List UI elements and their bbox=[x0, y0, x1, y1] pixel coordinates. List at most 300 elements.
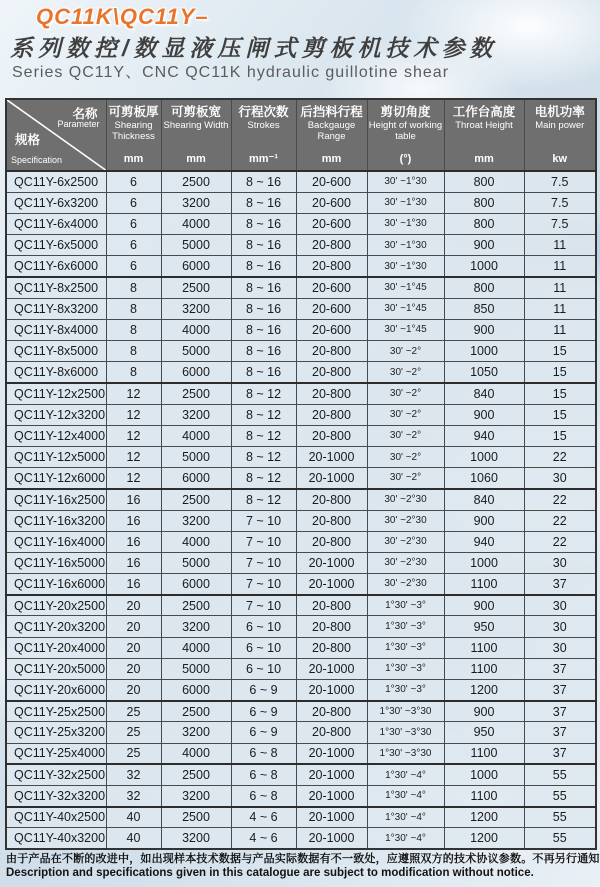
value-cell: 6 ~ 8 bbox=[231, 785, 296, 806]
value-cell: 3200 bbox=[161, 404, 231, 425]
value-cell: 3200 bbox=[161, 828, 231, 849]
value-cell: 7 ~ 10 bbox=[231, 510, 296, 531]
value-cell: 8 bbox=[106, 319, 161, 340]
value-cell: 30' ~2° bbox=[367, 425, 444, 446]
col-unit: mm bbox=[474, 153, 494, 165]
value-cell: 1°30' ~4° bbox=[367, 828, 444, 849]
model-cell: QC11Y-20x6000 bbox=[6, 680, 106, 701]
value-cell: 20-600 bbox=[296, 171, 367, 192]
value-cell: 1°30' ~3° bbox=[367, 658, 444, 679]
table-row bbox=[6, 531, 596, 552]
value-cell: 1°30' ~3°30 bbox=[367, 722, 444, 743]
value-cell: 20 bbox=[106, 637, 161, 658]
table-header bbox=[6, 99, 596, 171]
value-cell: 5000 bbox=[161, 341, 231, 362]
model-cell: QC11Y-16x6000 bbox=[6, 574, 106, 595]
value-cell: 5000 bbox=[161, 235, 231, 256]
value-cell: 7 ~ 10 bbox=[231, 552, 296, 573]
value-cell: 55 bbox=[524, 785, 596, 806]
value-cell: 11 bbox=[524, 277, 596, 298]
model-cell: QC11Y-8x6000 bbox=[6, 362, 106, 383]
value-cell: 30' ~1°45 bbox=[367, 298, 444, 319]
value-cell: 5000 bbox=[161, 658, 231, 679]
value-cell: 8 bbox=[106, 298, 161, 319]
value-cell: 30' ~2° bbox=[367, 362, 444, 383]
value-cell: 30' ~2° bbox=[367, 404, 444, 425]
table-row bbox=[6, 489, 596, 510]
col-label-cn: 行程次数 bbox=[238, 105, 289, 119]
col-label-en: Height of working table bbox=[368, 120, 443, 142]
value-cell: 30' ~2°30 bbox=[367, 531, 444, 552]
col-label-en: Shearing Thickness bbox=[112, 120, 155, 142]
value-cell: 8 ~ 16 bbox=[231, 298, 296, 319]
value-cell: 20-800 bbox=[296, 425, 367, 446]
value-cell: 20-1000 bbox=[296, 468, 367, 489]
value-cell: 15 bbox=[524, 362, 596, 383]
value-cell: 8 bbox=[106, 341, 161, 362]
value-cell: 30' ~1°45 bbox=[367, 277, 444, 298]
value-cell: 8 ~ 12 bbox=[231, 383, 296, 404]
value-cell: 20-1000 bbox=[296, 680, 367, 701]
model-cell: QC11Y-25x3200 bbox=[6, 722, 106, 743]
value-cell: 12 bbox=[106, 383, 161, 404]
col-unit: mm bbox=[321, 153, 342, 165]
value-cell: 37 bbox=[524, 743, 596, 764]
value-cell: 22 bbox=[524, 489, 596, 510]
model-cell: QC11Y-12x3200 bbox=[6, 404, 106, 425]
value-cell: 6 bbox=[106, 171, 161, 192]
table-row bbox=[6, 192, 596, 213]
table-row bbox=[6, 404, 596, 425]
value-cell: 8 ~ 12 bbox=[231, 468, 296, 489]
col-label-cn: 剪切角度 bbox=[380, 105, 431, 119]
value-cell: 12 bbox=[106, 404, 161, 425]
value-cell: 20-1000 bbox=[296, 574, 367, 595]
table-row bbox=[6, 680, 596, 701]
value-cell: 7 ~ 10 bbox=[231, 574, 296, 595]
value-cell: 30' ~1°30 bbox=[367, 171, 444, 192]
model-cell: QC11Y-12x2500 bbox=[6, 383, 106, 404]
table-row bbox=[6, 785, 596, 806]
model-cell: QC11Y-25x2500 bbox=[6, 701, 106, 722]
value-cell: 3200 bbox=[161, 510, 231, 531]
value-cell: 6 ~ 9 bbox=[231, 680, 296, 701]
value-cell: 1100 bbox=[444, 574, 524, 595]
spec-table bbox=[5, 98, 597, 850]
model-cell: QC11Y-40x2500 bbox=[6, 807, 106, 828]
value-cell: 8 ~ 16 bbox=[231, 341, 296, 362]
model-cell: QC11Y-32x2500 bbox=[6, 764, 106, 785]
table-row bbox=[6, 658, 596, 679]
value-cell: 900 bbox=[444, 510, 524, 531]
value-cell: 20-600 bbox=[296, 192, 367, 213]
col-header-backgauge-range bbox=[296, 99, 367, 171]
value-cell: 16 bbox=[106, 552, 161, 573]
value-cell: 20-800 bbox=[296, 383, 367, 404]
col-label-cn: 工作台高度 bbox=[452, 105, 516, 119]
table-row bbox=[6, 362, 596, 383]
value-cell: 37 bbox=[524, 722, 596, 743]
value-cell: 40 bbox=[106, 828, 161, 849]
value-cell: 1000 bbox=[444, 764, 524, 785]
value-cell: 30' ~2° bbox=[367, 341, 444, 362]
value-cell: 20-800 bbox=[296, 235, 367, 256]
value-cell: 20-800 bbox=[296, 595, 367, 616]
model-cell: QC11Y-6x6000 bbox=[6, 256, 106, 277]
col-label-en: Main power bbox=[535, 120, 585, 131]
value-cell: 800 bbox=[444, 192, 524, 213]
col-header-shearing-angle bbox=[367, 99, 444, 171]
value-cell: 8 ~ 16 bbox=[231, 362, 296, 383]
table-row bbox=[6, 743, 596, 764]
model-cell: QC11Y-6x5000 bbox=[6, 235, 106, 256]
corner-name-cn: 名称 bbox=[72, 107, 98, 121]
value-cell: 20-800 bbox=[296, 531, 367, 552]
table-row bbox=[6, 701, 596, 722]
model-cell: QC11Y-12x5000 bbox=[6, 446, 106, 467]
value-cell: 30' ~2°30 bbox=[367, 552, 444, 573]
col-header-strokes bbox=[231, 99, 296, 171]
value-cell: 6 ~ 9 bbox=[231, 722, 296, 743]
value-cell: 11 bbox=[524, 319, 596, 340]
value-cell: 20-1000 bbox=[296, 743, 367, 764]
value-cell: 1°30' ~4° bbox=[367, 807, 444, 828]
value-cell: 950 bbox=[444, 616, 524, 637]
value-cell: 30' ~2° bbox=[367, 446, 444, 467]
value-cell: 30' ~1°30 bbox=[367, 256, 444, 277]
value-cell: 8 ~ 16 bbox=[231, 319, 296, 340]
footer-note-cn: 由于产品在不断的改进中，如出现样本技术数据与产品实际数据有不一致处，应遵照双方的技术协议参数。不再另行通知 bbox=[6, 853, 600, 865]
value-cell: 800 bbox=[444, 171, 524, 192]
value-cell: 12 bbox=[106, 468, 161, 489]
value-cell: 30' ~2°30 bbox=[367, 489, 444, 510]
table-row bbox=[6, 171, 596, 192]
value-cell: 22 bbox=[524, 531, 596, 552]
value-cell: 8 ~ 16 bbox=[231, 192, 296, 213]
model-cell: QC11Y-12x6000 bbox=[6, 468, 106, 489]
model-cell: QC11Y-16x2500 bbox=[6, 489, 106, 510]
value-cell: 55 bbox=[524, 764, 596, 785]
col-unit: mm⁻¹ bbox=[248, 153, 279, 165]
table-row bbox=[6, 319, 596, 340]
value-cell: 8 ~ 16 bbox=[231, 213, 296, 234]
value-cell: 30 bbox=[524, 595, 596, 616]
table-body bbox=[6, 171, 596, 849]
col-header-throat-height bbox=[444, 99, 524, 171]
value-cell: 15 bbox=[524, 341, 596, 362]
value-cell: 1°30' ~3° bbox=[367, 637, 444, 658]
col-header-shearing-width bbox=[161, 99, 231, 171]
value-cell: 15 bbox=[524, 383, 596, 404]
model-cell: QC11Y-6x2500 bbox=[6, 171, 106, 192]
table-row bbox=[6, 256, 596, 277]
value-cell: 20-800 bbox=[296, 722, 367, 743]
table-row bbox=[6, 468, 596, 489]
model-cell: QC11Y-20x4000 bbox=[6, 637, 106, 658]
value-cell: 4 ~ 6 bbox=[231, 828, 296, 849]
value-cell: 5000 bbox=[161, 552, 231, 573]
model-cell: QC11Y-32x3200 bbox=[6, 785, 106, 806]
value-cell: 20-800 bbox=[296, 510, 367, 531]
value-cell: 15 bbox=[524, 404, 596, 425]
value-cell: 1000 bbox=[444, 341, 524, 362]
table-row bbox=[6, 764, 596, 785]
corner-header-cell bbox=[6, 99, 106, 171]
value-cell: 20-800 bbox=[296, 637, 367, 658]
value-cell: 4000 bbox=[161, 531, 231, 552]
col-label-cn: 后挡料行程 bbox=[300, 105, 363, 119]
value-cell: 3200 bbox=[161, 785, 231, 806]
col-label-en: Shearing Width bbox=[163, 120, 229, 131]
model-cell: QC11Y-8x2500 bbox=[6, 277, 106, 298]
value-cell: 900 bbox=[444, 319, 524, 340]
value-cell: 8 bbox=[106, 277, 161, 298]
value-cell: 20-600 bbox=[296, 319, 367, 340]
model-cell: QC11Y-16x5000 bbox=[6, 552, 106, 573]
value-cell: 20-800 bbox=[296, 256, 367, 277]
value-cell: 11 bbox=[524, 256, 596, 277]
value-cell: 4000 bbox=[161, 213, 231, 234]
value-cell: 20-600 bbox=[296, 277, 367, 298]
table-row bbox=[6, 595, 596, 616]
table-row bbox=[6, 425, 596, 446]
value-cell: 2500 bbox=[161, 764, 231, 785]
value-cell: 1100 bbox=[444, 743, 524, 764]
value-cell: 900 bbox=[444, 235, 524, 256]
col-label-cn: 电机功率 bbox=[534, 105, 585, 119]
value-cell: 850 bbox=[444, 298, 524, 319]
col-unit: (°) bbox=[399, 153, 412, 165]
table-row bbox=[6, 574, 596, 595]
value-cell: 1000 bbox=[444, 446, 524, 467]
value-cell: 32 bbox=[106, 764, 161, 785]
value-cell: 950 bbox=[444, 722, 524, 743]
value-cell: 6000 bbox=[161, 680, 231, 701]
value-cell: 20 bbox=[106, 616, 161, 637]
value-cell: 22 bbox=[524, 510, 596, 531]
table-row bbox=[6, 637, 596, 658]
value-cell: 840 bbox=[444, 383, 524, 404]
table-row bbox=[6, 235, 596, 256]
value-cell: 32 bbox=[106, 785, 161, 806]
value-cell: 37 bbox=[524, 680, 596, 701]
value-cell: 1060 bbox=[444, 468, 524, 489]
model-cell: QC11Y-12x4000 bbox=[6, 425, 106, 446]
corner-name-en: Parameter bbox=[57, 119, 100, 129]
table-row bbox=[6, 383, 596, 404]
value-cell: 5000 bbox=[161, 446, 231, 467]
value-cell: 20-1000 bbox=[296, 807, 367, 828]
value-cell: 16 bbox=[106, 510, 161, 531]
value-cell: 12 bbox=[106, 446, 161, 467]
value-cell: 2500 bbox=[161, 701, 231, 722]
corner-spec-cn: 规格 bbox=[15, 133, 41, 147]
value-cell: 20-800 bbox=[296, 489, 367, 510]
col-header-shearing-thickness bbox=[106, 99, 161, 171]
value-cell: 30 bbox=[524, 616, 596, 637]
model-cell: QC11Y-16x3200 bbox=[6, 510, 106, 531]
col-label-cn: 可剪板厚 bbox=[108, 105, 159, 119]
value-cell: 30' ~2° bbox=[367, 468, 444, 489]
value-cell: 6 bbox=[106, 192, 161, 213]
table-row bbox=[6, 722, 596, 743]
value-cell: 8 bbox=[106, 362, 161, 383]
value-cell: 2500 bbox=[161, 489, 231, 510]
value-cell: 1100 bbox=[444, 637, 524, 658]
value-cell: 6000 bbox=[161, 574, 231, 595]
col-header-main-power bbox=[524, 99, 596, 171]
value-cell: 25 bbox=[106, 722, 161, 743]
table-row bbox=[6, 828, 596, 849]
col-label-en: Throat Height bbox=[455, 120, 513, 131]
table-row bbox=[6, 213, 596, 234]
value-cell: 6 ~ 8 bbox=[231, 764, 296, 785]
value-cell: 6000 bbox=[161, 468, 231, 489]
value-cell: 2500 bbox=[161, 171, 231, 192]
model-cell: QC11Y-16x4000 bbox=[6, 531, 106, 552]
value-cell: 2500 bbox=[161, 277, 231, 298]
value-cell: 4000 bbox=[161, 319, 231, 340]
value-cell: 6 bbox=[106, 256, 161, 277]
value-cell: 6 ~ 9 bbox=[231, 701, 296, 722]
value-cell: 22 bbox=[524, 446, 596, 467]
model-cell: QC11Y-8x5000 bbox=[6, 341, 106, 362]
value-cell: 11 bbox=[524, 235, 596, 256]
value-cell: 16 bbox=[106, 574, 161, 595]
col-label-en: Backgauge Range bbox=[307, 120, 356, 142]
value-cell: 8 ~ 12 bbox=[231, 489, 296, 510]
value-cell: 16 bbox=[106, 489, 161, 510]
table-row bbox=[6, 298, 596, 319]
value-cell: 30 bbox=[524, 468, 596, 489]
value-cell: 20-800 bbox=[296, 362, 367, 383]
value-cell: 11 bbox=[524, 298, 596, 319]
value-cell: 30 bbox=[524, 637, 596, 658]
value-cell: 20-800 bbox=[296, 341, 367, 362]
value-cell: 7 ~ 10 bbox=[231, 531, 296, 552]
value-cell: 1°30' ~3° bbox=[367, 616, 444, 637]
value-cell: 6 ~ 8 bbox=[231, 743, 296, 764]
table-row bbox=[6, 552, 596, 573]
col-label-cn: 可剪板宽 bbox=[170, 105, 221, 119]
value-cell: 840 bbox=[444, 489, 524, 510]
value-cell: 25 bbox=[106, 701, 161, 722]
footer-note-en: Description and specifications given in this catalogue are subject to modification without notice. bbox=[6, 867, 534, 879]
table-row bbox=[6, 807, 596, 828]
value-cell: 1200 bbox=[444, 828, 524, 849]
value-cell: 20 bbox=[106, 595, 161, 616]
value-cell: 6 ~ 10 bbox=[231, 637, 296, 658]
value-cell: 8 ~ 16 bbox=[231, 235, 296, 256]
value-cell: 20-1000 bbox=[296, 552, 367, 573]
value-cell: 37 bbox=[524, 658, 596, 679]
value-cell: 8 ~ 12 bbox=[231, 425, 296, 446]
value-cell: 7 ~ 10 bbox=[231, 595, 296, 616]
value-cell: 20 bbox=[106, 658, 161, 679]
value-cell: 1200 bbox=[444, 807, 524, 828]
value-cell: 2500 bbox=[161, 383, 231, 404]
value-cell: 3200 bbox=[161, 298, 231, 319]
value-cell: 30' ~2° bbox=[367, 383, 444, 404]
value-cell: 1000 bbox=[444, 256, 524, 277]
value-cell: 6 ~ 10 bbox=[231, 658, 296, 679]
value-cell: 800 bbox=[444, 277, 524, 298]
value-cell: 6000 bbox=[161, 256, 231, 277]
table-row bbox=[6, 277, 596, 298]
model-cell: QC11Y-8x3200 bbox=[6, 298, 106, 319]
value-cell: 7.5 bbox=[524, 213, 596, 234]
model-cell: QC11Y-6x3200 bbox=[6, 192, 106, 213]
model-cell: QC11Y-20x2500 bbox=[6, 595, 106, 616]
value-cell: 3200 bbox=[161, 192, 231, 213]
value-cell: 20-800 bbox=[296, 616, 367, 637]
brand-logo: QC11K\QC11Y– bbox=[36, 4, 209, 29]
corner-spec-en: Specification bbox=[11, 155, 63, 165]
table-row bbox=[6, 446, 596, 467]
page-title-cn: 系列数控/数显液压闸式剪板机技术参数 bbox=[10, 35, 498, 61]
value-cell: 30' ~2°30 bbox=[367, 574, 444, 595]
value-cell: 25 bbox=[106, 743, 161, 764]
value-cell: 6 bbox=[106, 213, 161, 234]
value-cell: 20-1000 bbox=[296, 446, 367, 467]
model-cell: QC11Y-20x3200 bbox=[6, 616, 106, 637]
model-cell: QC11Y-20x5000 bbox=[6, 658, 106, 679]
value-cell: 1100 bbox=[444, 785, 524, 806]
table-row bbox=[6, 616, 596, 637]
value-cell: 6 ~ 10 bbox=[231, 616, 296, 637]
value-cell: 1°30' ~3° bbox=[367, 595, 444, 616]
value-cell: 6000 bbox=[161, 362, 231, 383]
col-unit: mm bbox=[123, 153, 144, 165]
model-cell: QC11Y-6x4000 bbox=[6, 213, 106, 234]
value-cell: 20 bbox=[106, 680, 161, 701]
value-cell: 20-600 bbox=[296, 298, 367, 319]
footer-note bbox=[6, 852, 600, 880]
value-cell: 2500 bbox=[161, 595, 231, 616]
value-cell: 55 bbox=[524, 828, 596, 849]
col-unit: mm bbox=[186, 153, 206, 165]
value-cell: 20-1000 bbox=[296, 658, 367, 679]
value-cell: 8 ~ 12 bbox=[231, 446, 296, 467]
value-cell: 30' ~1°30 bbox=[367, 192, 444, 213]
value-cell: 900 bbox=[444, 404, 524, 425]
value-cell: 20-1000 bbox=[296, 785, 367, 806]
value-cell: 8 ~ 16 bbox=[231, 171, 296, 192]
value-cell: 30' ~1°30 bbox=[367, 213, 444, 234]
value-cell: 4000 bbox=[161, 743, 231, 764]
value-cell: 1000 bbox=[444, 552, 524, 573]
value-cell: 20-1000 bbox=[296, 764, 367, 785]
value-cell: 1100 bbox=[444, 658, 524, 679]
value-cell: 15 bbox=[524, 425, 596, 446]
value-cell: 1°30' ~4° bbox=[367, 785, 444, 806]
value-cell: 3200 bbox=[161, 722, 231, 743]
value-cell: 37 bbox=[524, 701, 596, 722]
value-cell: 30' ~1°30 bbox=[367, 235, 444, 256]
value-cell: 55 bbox=[524, 807, 596, 828]
value-cell: 940 bbox=[444, 531, 524, 552]
value-cell: 30' ~2°30 bbox=[367, 510, 444, 531]
value-cell: 1200 bbox=[444, 680, 524, 701]
model-cell: QC11Y-40x3200 bbox=[6, 828, 106, 849]
value-cell: 12 bbox=[106, 425, 161, 446]
col-unit: kw bbox=[552, 153, 568, 165]
value-cell: 2500 bbox=[161, 807, 231, 828]
table-row bbox=[6, 341, 596, 362]
value-cell: 6 bbox=[106, 235, 161, 256]
table-row bbox=[6, 510, 596, 531]
value-cell: 37 bbox=[524, 574, 596, 595]
